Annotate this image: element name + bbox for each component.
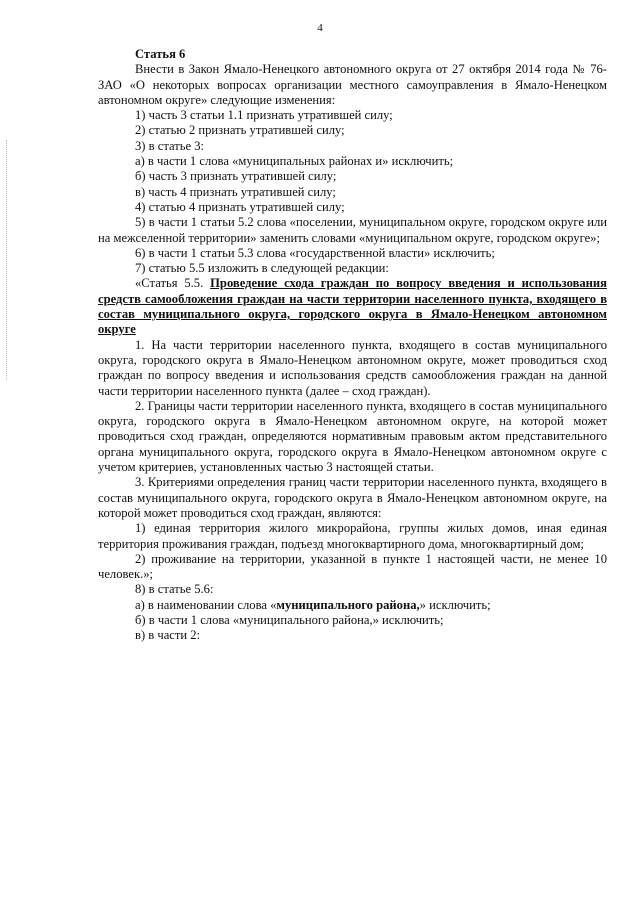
item-8a-bold-words: муниципального района, (276, 597, 420, 612)
list-item: 7) статью 5.5 изложить в следующей редакции: (135, 261, 389, 276)
item-8a-text-end: » исключить; (419, 597, 491, 612)
article-title: Статья 6 (135, 47, 186, 61)
list-item: 6) в части 1 статьи 5.3 слова «государственной власти» исключить; (135, 245, 495, 260)
document-body (98, 47, 607, 644)
list-item: в) часть 4 признать утратившей силу; (135, 184, 336, 199)
article-5-5-title: Проведение схода граждан по вопросу введения и использования средств самообложения граждан на части территории населенного пункта, входящего в состав муниципального округа, городского округа в Ямало-Ненецком автономном округе (98, 276, 607, 337)
article-5-5-heading (98, 276, 607, 337)
list-item: 1) часть 3 статьи 1.1 признать утратившей силу; (135, 108, 393, 123)
intro-paragraph: Внести в Закон Ямало-Ненецкого автономного округа от 27 октября 2014 года № 76-ЗАО «О некоторых вопросах организации местного самоуправления в Ямало-Ненецком автономном округе» следующие изменения: (98, 62, 607, 107)
paragraph: 1. На части территории населенного пункта, входящего в состав муниципального округа, городского округа в Ямало-Ненецком автономном округе, может проводиться сход граждан по вопросу введения и использования средств самообложения граждан на данной части территории населенного пункта (далее – сход граждан). (98, 337, 607, 398)
list-item: б) часть 3 признать утратившей силу; (135, 169, 337, 184)
list-item: 8) в статье 5.6: (135, 582, 214, 597)
article-5-5-prefix: «Статья 5.5. (135, 276, 211, 291)
page-number: 4 (317, 22, 323, 34)
list-item (98, 598, 607, 613)
item-8a-text-start: а) в наименовании слова « (135, 597, 277, 612)
list-item: в) в части 2: (135, 628, 201, 643)
paragraph: 1) единая территория жилого микрорайона, группы жилых домов, иная единая территория проживания граждан, подъезд многоквартирного дома, многоквартирный дом; (98, 521, 607, 551)
scan-edge-marks (6, 140, 9, 380)
list-item: б) в части 1 слова «муниципального района,» исключить; (135, 612, 444, 627)
list-item: а) в части 1 слова «муниципальных районах и» исключить; (135, 154, 454, 169)
paragraph: 3. Критериями определения границ части территории населенного пункта, входящего в состав муниципального округа, городского округа в Ямало-Ненецком автономном округе, на которой может проводиться сход граждан, являются: (98, 475, 607, 520)
paragraph: 2. Границы части территории населенного пункта, входящего в состав муниципального округа, городского округа в Ямало-Ненецком автономном округе, на которой может проводиться сход граждан, определяются нормативным правовым актом представительного органа муниципального округа, городского округа в Ямало-Ненецком автономном округе с учетом критериев, установленных частью 3 настоящей статьи. (98, 398, 607, 475)
list-item: 5) в части 1 статьи 5.2 слова «поселении, муниципальном округе, городском округе или на межселенной территории» заменить словами «муниципальном округе, городском округе»; (98, 215, 607, 245)
list-item: 4) статью 4 признать утратившей силу; (135, 199, 345, 214)
list-item: 2) статью 2 признать утратившей силу; (135, 123, 345, 138)
paragraph: 2) проживание на территории, указанной в пункте 1 настоящей части, не менее 10 человек.»; (98, 551, 607, 582)
list-item: 3) в статье 3: (135, 138, 205, 153)
